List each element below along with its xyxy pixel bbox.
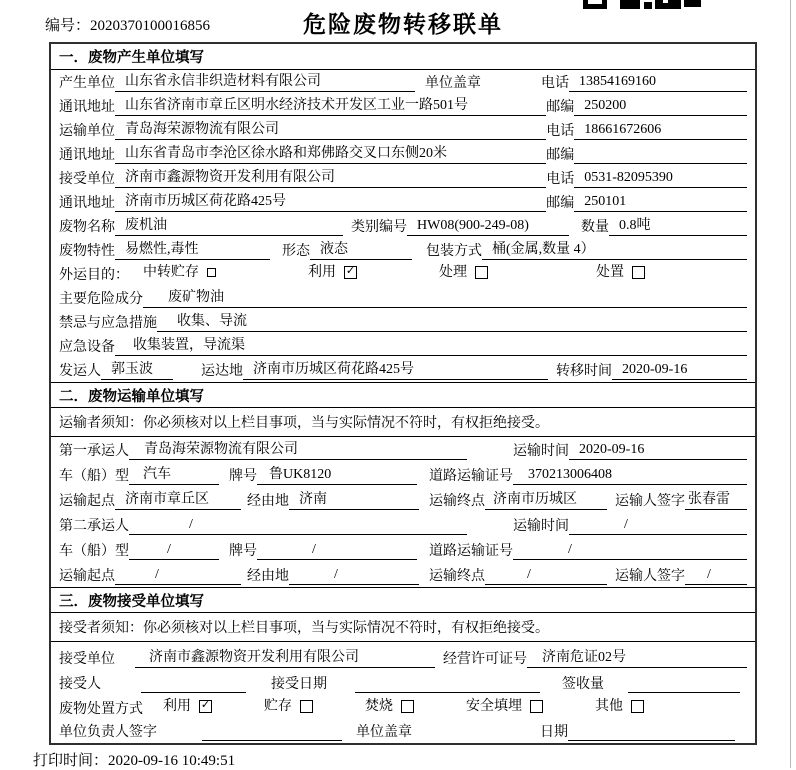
checkbox-disposal-storage-box — [300, 700, 313, 713]
page-title: 危险废物转移联单 — [303, 12, 503, 37]
outbound-purpose-label: 外运目的： — [59, 268, 129, 283]
waste-code-value: HW08(900-249-08) — [407, 218, 569, 236]
origin1-value: 济南市章丘区 — [115, 488, 241, 510]
receiver-unit-value: 济南市鑫源物资开发利用有限公司 — [115, 166, 546, 188]
plate-number2-label: 牌号 — [229, 544, 257, 559]
vehicle-type2-value: / — [129, 542, 219, 560]
section-transport-title: 二．废物运输单位填写 — [51, 382, 755, 408]
transporter-unit-value: 青岛海荣源物流有限公司 — [115, 118, 546, 140]
terminus2-label: 运输终点 — [429, 569, 485, 584]
serial-label: 编号： — [45, 18, 91, 34]
emergency-equipment-value: 收集装置，导流渠 — [115, 334, 747, 356]
form-row — [51, 334, 755, 358]
waste-name-label: 废物名称 — [59, 220, 115, 235]
packaging-value: 桶(金属,数量 4） — [482, 238, 747, 260]
producer-unit-label: 产生单位 — [59, 76, 115, 91]
producer-unit-value: 山东省永信非织造材料有限公司 — [115, 70, 415, 92]
checkbox-utilize — [308, 261, 357, 283]
waste-quantity-label: 数量 — [581, 220, 609, 235]
accepting-unit-value: 济南市鑫源物资开发利用有限公司 — [135, 646, 435, 668]
form-row — [51, 70, 755, 94]
hazardous-waste-transfer-form — [49, 42, 757, 745]
terminus2-value: / — [485, 567, 607, 585]
emergency-equipment-label: 应急设备 — [59, 340, 115, 355]
transporter-phone-value: 18661672606 — [574, 122, 747, 140]
form-row — [51, 670, 755, 695]
form-row — [51, 437, 755, 462]
checkbox-treat-box — [475, 266, 488, 279]
producer-phone-label: 电话 — [541, 76, 569, 91]
form-row — [51, 310, 755, 334]
carrier-signature1-label: 运输人签字 — [615, 494, 685, 509]
form-row — [51, 118, 755, 142]
checkbox-treat-label: 处理 — [439, 265, 467, 280]
checkbox-transfer-storage-box — [207, 268, 216, 277]
carrier-signature1-value: 张春雷 — [685, 488, 747, 510]
plate-number1-label: 牌号 — [229, 469, 257, 484]
form-row — [51, 487, 755, 512]
receiver-seal-label: 单位盖章 — [356, 725, 412, 740]
disposal-method-label: 废物处置方式 — [59, 702, 143, 717]
via1-value: 济南 — [289, 488, 419, 510]
form-row — [51, 562, 755, 587]
packaging-label: 包装方式 — [426, 244, 482, 259]
origin1-label: 运输起点 — [59, 494, 115, 509]
transporter-zip-label: 邮编 — [546, 148, 575, 163]
terminus1-label: 运输终点 — [429, 494, 485, 509]
receiver-date-value — [568, 739, 735, 741]
checkbox-disposal-storage — [264, 695, 313, 717]
destination-value: 济南市历城区荷花路425号 — [243, 358, 548, 380]
transport-time1-label: 运输时间 — [513, 444, 569, 459]
checkbox-dispose — [596, 261, 645, 283]
road-permit2-label: 道路运输证号 — [429, 544, 513, 559]
form-row — [51, 286, 755, 310]
license-number-value: 济南危证02号 — [527, 646, 747, 668]
form-row — [51, 537, 755, 562]
acceptor-label: 接受人 — [59, 677, 101, 692]
checkbox-disposal-incinerate-box — [401, 700, 414, 713]
transporter-notice: 运输者须知：你必须核对以上栏目事项，当与实际情况不符时，有权拒绝接受。 — [51, 408, 755, 437]
form-row — [51, 190, 755, 214]
via1-label: 经由地 — [247, 494, 289, 509]
form-row — [51, 142, 755, 166]
form-row — [51, 642, 755, 670]
accept-date-value — [355, 691, 540, 693]
receiver-unit-label: 接受单位 — [59, 172, 115, 187]
transporter-address-label: 通讯地址 — [59, 148, 115, 163]
form-row — [51, 512, 755, 537]
transporter-zip-value — [574, 162, 747, 164]
producer-phone-value: 13854169160 — [569, 74, 747, 92]
checkbox-disposal-other-label: 其他 — [595, 699, 623, 714]
section-receiver-title: 三．废物接受单位填写 — [51, 587, 755, 613]
responsible-signature-value — [202, 739, 342, 741]
received-quantity-value — [628, 691, 740, 693]
accept-date-label: 接受日期 — [271, 677, 327, 692]
form-row — [51, 238, 755, 262]
first-carrier-label: 第一承运人 — [59, 444, 129, 459]
form-row — [51, 214, 755, 238]
transporter-unit-label: 运输单位 — [59, 124, 115, 139]
form-row — [51, 358, 755, 382]
print-time-label: 打印时间： — [33, 753, 109, 769]
checkbox-disposal-landfill-box — [530, 700, 543, 713]
serial-value: 2020370100016856 — [90, 18, 211, 34]
checkbox-transfer-storage-label: 中转贮存 — [143, 265, 199, 280]
receiver-zip-value: 250101 — [574, 194, 747, 212]
print-time — [33, 749, 235, 770]
waste-property-label: 废物特性 — [59, 244, 115, 259]
producer-zip-value: 250200 — [574, 98, 747, 116]
checkbox-transfer-storage — [143, 261, 216, 283]
origin2-value: / — [115, 567, 241, 585]
waste-code-label: 类别编号 — [351, 220, 407, 235]
section-producer-title: 一．废物产生单位填写 — [51, 44, 755, 70]
via2-label: 经由地 — [247, 569, 289, 584]
first-carrier-value: 青岛海荣源物流有限公司 — [129, 438, 467, 460]
producer-zip-label: 邮编 — [546, 100, 575, 115]
vehicle-type2-label: 车（船）型 — [59, 544, 129, 559]
destination-label: 运达地 — [201, 364, 243, 379]
checkbox-dispose-box — [632, 266, 645, 279]
form-row — [51, 695, 755, 720]
license-number-label: 经营许可证号 — [443, 652, 527, 667]
consignor-label: 发运人 — [59, 364, 101, 379]
page-edge-divider — [790, 0, 791, 768]
checkbox-disposal-utilize-box: ✓ — [200, 698, 211, 711]
plate-number2-value: / — [257, 542, 417, 560]
waste-form-label: 形态 — [282, 244, 310, 259]
main-hazard-label: 主要危险成分 — [59, 292, 143, 307]
section-producer — [51, 44, 755, 382]
producer-address-label: 通讯地址 — [59, 100, 115, 115]
waste-name-value: 废机油 — [115, 214, 343, 236]
carrier-signature2-value: / — [685, 567, 747, 585]
carrier-signature2-label: 运输人签字 — [615, 569, 685, 584]
form-row — [51, 166, 755, 190]
section-transport — [51, 382, 755, 587]
checkbox-disposal-utilize — [163, 695, 212, 717]
transport-time2-value: / — [569, 517, 747, 535]
checkbox-disposal-other-box — [631, 700, 644, 713]
via2-value: / — [289, 567, 419, 585]
form-row — [51, 720, 755, 743]
checkbox-disposal-other — [595, 695, 644, 717]
vehicle-type1-value: 汽车 — [129, 463, 219, 485]
waste-quantity-value: 0.8吨 — [609, 214, 747, 236]
receiver-notice: 接受者须知：你必须核对以上栏目事项，当与实际情况不符时，有权拒绝接受。 — [51, 613, 755, 642]
checkbox-disposal-incinerate — [365, 695, 414, 717]
receiver-address-value: 济南市历城区荷花路425号 — [115, 190, 546, 212]
receiver-phone-label: 电话 — [546, 172, 575, 187]
plate-number1-value: 鲁UK8120 — [257, 463, 417, 485]
vehicle-type1-label: 车（船）型 — [59, 469, 129, 484]
checkbox-disposal-landfill — [466, 695, 543, 717]
origin2-label: 运输起点 — [59, 569, 115, 584]
section-receiver — [51, 587, 755, 743]
transfer-date-label: 转移时间 — [556, 364, 612, 379]
waste-form-value: 液态 — [310, 238, 412, 260]
qr-code-fragment-icon — [583, 0, 703, 9]
second-carrier-label: 第二承运人 — [59, 519, 129, 534]
second-carrier-value: / — [129, 517, 467, 535]
producer-address-value: 山东省济南市章丘区明水经济技术开发区工业一路501号 — [115, 94, 546, 116]
emergency-measures-value: 收集、导流 — [157, 310, 747, 332]
accepting-unit-label: 接受单位 — [59, 652, 115, 667]
form-row — [51, 94, 755, 118]
receiver-zip-label: 邮编 — [546, 196, 575, 211]
emergency-measures-label: 禁忌与应急措施 — [59, 316, 157, 331]
unit-seal-label: 单位盖章 — [425, 76, 481, 91]
receiver-date-label: 日期 — [540, 725, 568, 740]
transfer-date-value: 2020-09-16 — [612, 362, 747, 380]
checkbox-disposal-incinerate-label: 焚烧 — [365, 699, 393, 714]
form-row — [51, 262, 755, 286]
responsible-signature-label: 单位负责人签字 — [59, 725, 157, 740]
receiver-phone-value: 0531-82095390 — [574, 170, 747, 188]
checkbox-disposal-utilize-label: 利用 — [163, 699, 191, 714]
road-permit1-value: 370213006408 — [513, 467, 747, 485]
checkbox-disposal-storage-label: 贮存 — [264, 699, 292, 714]
transporter-address-value: 山东省青岛市李沧区徐水路和郑佛路交叉口东侧20米 — [115, 142, 546, 164]
checkbox-disposal-landfill-label: 安全填埋 — [466, 699, 522, 714]
checkbox-utilize-label: 利用 — [308, 265, 336, 280]
acceptor-value — [141, 691, 246, 693]
main-hazard-value: 废矿物油 — [143, 286, 747, 308]
road-permit1-label: 道路运输证号 — [429, 469, 513, 484]
form-row — [51, 462, 755, 487]
transporter-phone-label: 电话 — [546, 124, 575, 139]
terminus1-value: 济南市历城区 — [485, 488, 607, 510]
checkbox-dispose-label: 处置 — [596, 265, 624, 280]
receiver-address-label: 通讯地址 — [59, 196, 115, 211]
consignor-value: 郭玉波 — [101, 358, 173, 380]
road-permit2-value: / — [513, 542, 747, 560]
waste-property-value: 易燃性,毒性 — [115, 238, 270, 260]
transport-time2-label: 运输时间 — [513, 519, 569, 534]
checkbox-treat — [439, 261, 488, 283]
checkbox-utilize-box: ✓ — [345, 264, 356, 277]
received-quantity-label: 签收量 — [562, 677, 604, 692]
print-time-value: 2020-09-16 10:49:51 — [108, 753, 236, 769]
transport-time1-value: 2020-09-16 — [569, 442, 747, 460]
